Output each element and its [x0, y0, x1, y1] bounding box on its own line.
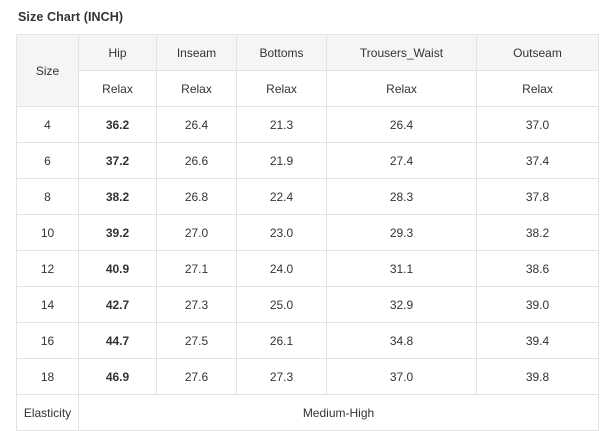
table-row [17, 287, 599, 323]
subheader-bottoms-relax: Relax [237, 71, 327, 107]
row-size: 4 [17, 107, 79, 143]
header-trousers-waist: Trousers_Waist [327, 35, 477, 71]
cell-trousers-waist: 26.4 [327, 107, 477, 143]
cell-bottoms: 21.9 [237, 143, 327, 179]
table-row [17, 143, 599, 179]
cell-hip: 36.2 [79, 107, 157, 143]
row-size: 18 [17, 359, 79, 395]
cell-inseam: 27.3 [157, 287, 237, 323]
subheader-inseam-relax: Relax [157, 71, 237, 107]
cell-trousers-waist: 29.3 [327, 215, 477, 251]
cell-outseam: 39.8 [477, 359, 599, 395]
table-row [17, 251, 599, 287]
page-title: Size Chart (INCH) [18, 10, 124, 24]
cell-hip: 38.2 [79, 179, 157, 215]
cell-inseam: 26.4 [157, 107, 237, 143]
header-hip: Hip [79, 35, 157, 71]
cell-outseam: 39.0 [477, 287, 599, 323]
cell-bottoms: 24.0 [237, 251, 327, 287]
table-row [17, 215, 599, 251]
cell-outseam: 39.4 [477, 323, 599, 359]
cell-trousers-waist: 34.8 [327, 323, 477, 359]
subheader-trousers-waist-relax: Relax [327, 71, 477, 107]
header-bottoms: Bottoms [237, 35, 327, 71]
row-size: 6 [17, 143, 79, 179]
cell-inseam: 27.1 [157, 251, 237, 287]
cell-inseam: 26.6 [157, 143, 237, 179]
cell-inseam: 27.6 [157, 359, 237, 395]
cell-bottoms: 21.3 [237, 107, 327, 143]
table-header-row [17, 35, 599, 71]
cell-hip: 46.9 [79, 359, 157, 395]
row-size: 8 [17, 179, 79, 215]
header-outseam: Outseam [477, 35, 599, 71]
cell-hip: 37.2 [79, 143, 157, 179]
table-row [17, 359, 599, 395]
size-chart-table [16, 34, 599, 431]
table-row [17, 323, 599, 359]
row-size: 12 [17, 251, 79, 287]
cell-trousers-waist: 32.9 [327, 287, 477, 323]
cell-outseam: 37.4 [477, 143, 599, 179]
header-inseam: Inseam [157, 35, 237, 71]
elasticity-value: Medium-High [79, 395, 599, 431]
cell-hip: 40.9 [79, 251, 157, 287]
cell-inseam: 26.8 [157, 179, 237, 215]
subheader-outseam-relax: Relax [477, 71, 599, 107]
cell-trousers-waist: 28.3 [327, 179, 477, 215]
header-size: Size [17, 35, 79, 107]
cell-bottoms: 27.3 [237, 359, 327, 395]
cell-trousers-waist: 27.4 [327, 143, 477, 179]
row-size: 14 [17, 287, 79, 323]
cell-trousers-waist: 37.0 [327, 359, 477, 395]
row-size: 10 [17, 215, 79, 251]
cell-outseam: 38.6 [477, 251, 599, 287]
cell-inseam: 27.5 [157, 323, 237, 359]
cell-bottoms: 23.0 [237, 215, 327, 251]
cell-hip: 39.2 [79, 215, 157, 251]
cell-bottoms: 22.4 [237, 179, 327, 215]
elasticity-row [17, 395, 599, 431]
cell-outseam: 37.0 [477, 107, 599, 143]
cell-outseam: 38.2 [477, 215, 599, 251]
cell-hip: 44.7 [79, 323, 157, 359]
table-row [17, 107, 599, 143]
elasticity-label: Elasticity [17, 395, 79, 431]
row-size: 16 [17, 323, 79, 359]
cell-outseam: 37.8 [477, 179, 599, 215]
cell-inseam: 27.0 [157, 215, 237, 251]
cell-trousers-waist: 31.1 [327, 251, 477, 287]
cell-bottoms: 25.0 [237, 287, 327, 323]
cell-bottoms: 26.1 [237, 323, 327, 359]
cell-hip: 42.7 [79, 287, 157, 323]
table-row [17, 179, 599, 215]
subheader-hip-relax: Relax [79, 71, 157, 107]
table-subheader-row [17, 71, 599, 107]
